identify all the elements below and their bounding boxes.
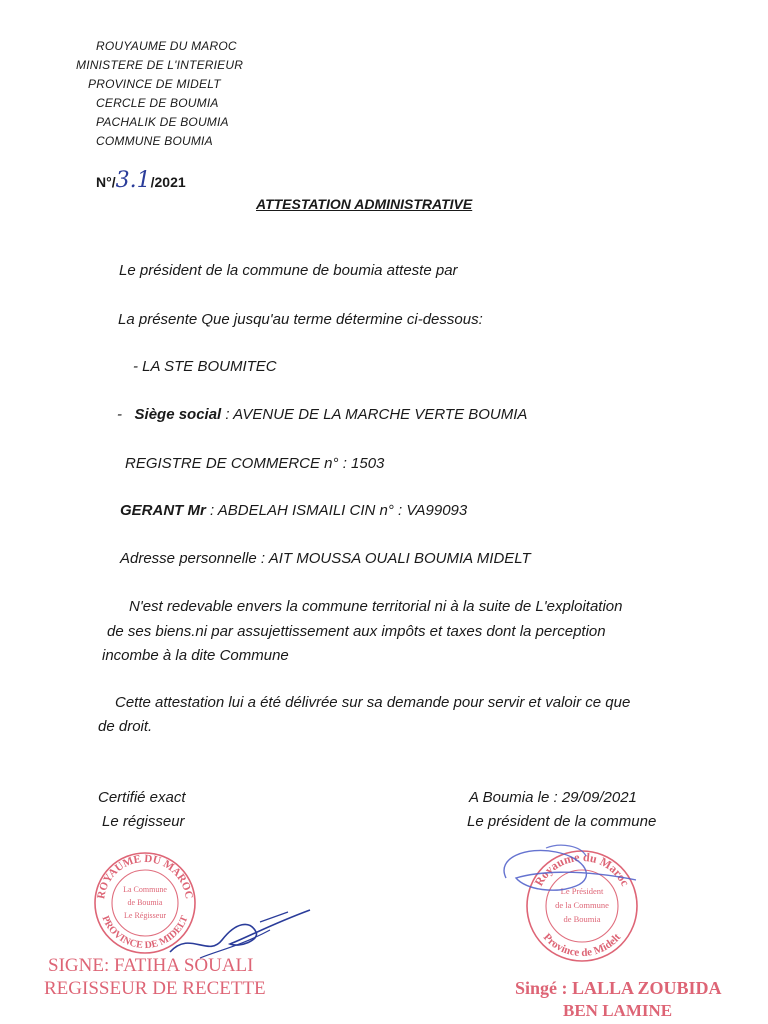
regisseur-label: Le régisseur	[102, 813, 185, 830]
body-paragraph-3-line-2: de ses biens.ni par assujettissement aux impôts et taxes dont la perception	[107, 623, 606, 640]
president-label: Le président de la commune	[467, 813, 657, 830]
gerant-line	[120, 502, 467, 519]
header-line-kingdom: ROUYAUME DU MAROC	[96, 39, 237, 53]
header-line-ministry: MINISTERE DE L'INTERIEUR	[76, 58, 244, 72]
regisseur-seal-center-3: Le Régisseur	[124, 911, 166, 920]
regisseur-seal-center-1: La Commune	[123, 885, 167, 894]
body-paragraph-3-line-3: incombe à la dite Commune	[102, 647, 289, 664]
body-paragraph-4-line-1: Cette attestation lui a été délivrée sur sa demande pour servir et valoir ce que	[115, 694, 631, 711]
document-title: ATTESTATION ADMINISTRATIVE	[256, 196, 473, 212]
president-seal-ring-bottom: Province de Midelt	[540, 931, 624, 960]
header-line-province: PROVINCE DE MIDELT	[88, 77, 221, 91]
company-name: - LA STE BOUMITEC	[133, 358, 277, 375]
reference-handwritten-number: 3.1	[115, 168, 151, 193]
president-stamp-name-1: Singé : LALLA ZOUBIDA	[515, 978, 722, 998]
president-handwritten-signature	[486, 838, 646, 908]
reference-number	[96, 168, 186, 193]
certified-exact-label: Certifié exact	[98, 789, 186, 806]
president-seal-ring-top: Royaume du Maroc	[531, 849, 633, 889]
president-seal-center-3: de Boumia	[563, 914, 601, 924]
adresse-personnelle: Adresse personnelle : AIT MOUSSA OUALI BOUMIA MIDELT	[120, 550, 531, 567]
gerant-label: GERANT Mr	[120, 502, 206, 519]
regisseur-stamp-name-2: REGISSEUR DE RECETTE	[44, 978, 266, 999]
gerant-value: : ABDELAH ISMAILI CIN n° : VA99093	[205, 502, 468, 519]
header-line-pachalik: PACHALIK DE BOUMIA	[96, 115, 229, 129]
regisseur-seal-center-2: de Boumia	[127, 898, 163, 907]
body-paragraph-3-line-1: N'est redevable envers la commune territorial ni à la suite de L'exploitation	[129, 598, 623, 615]
body-paragraph-4-line-2: de droit.	[98, 718, 153, 735]
regisseur-seal-ring-bottom: PROVINCE DE MIDELT	[99, 914, 191, 952]
header-line-cercle: CERCLE DE BOUMIA	[96, 96, 219, 110]
regisseur-stamp-name-1: SIGNE: FATIHA SOUALI	[48, 955, 254, 976]
regisseur-seal-ring-top: ROYAUME DU MAROC	[95, 852, 195, 900]
president-seal-center-1: Le Président	[560, 886, 604, 896]
siege-value: : AVENUE DE LA MARCHE VERTE BOUMIA	[221, 406, 528, 423]
president-seal-center-2: de la Commune	[555, 900, 609, 910]
siege-bullet: -	[117, 406, 122, 423]
body-paragraph-1: Le président de la commune de boumia atteste par	[119, 262, 458, 279]
siege-social-line	[117, 406, 527, 423]
place-date: A Boumia le : 29/09/2021	[469, 789, 637, 806]
header-line-commune: COMMUNE BOUMIA	[96, 134, 213, 148]
reference-prefix: N°/	[96, 174, 116, 190]
registre-commerce: REGISTRE DE COMMERCE n° : 1503	[125, 455, 385, 472]
president-stamp-name-2: BEN LAMINE	[563, 1001, 673, 1020]
siege-label: Siège social	[134, 406, 222, 423]
reference-suffix: /2021	[150, 174, 186, 190]
body-paragraph-2: La présente Que jusqu'au terme détermine ci-dessous:	[118, 311, 483, 328]
